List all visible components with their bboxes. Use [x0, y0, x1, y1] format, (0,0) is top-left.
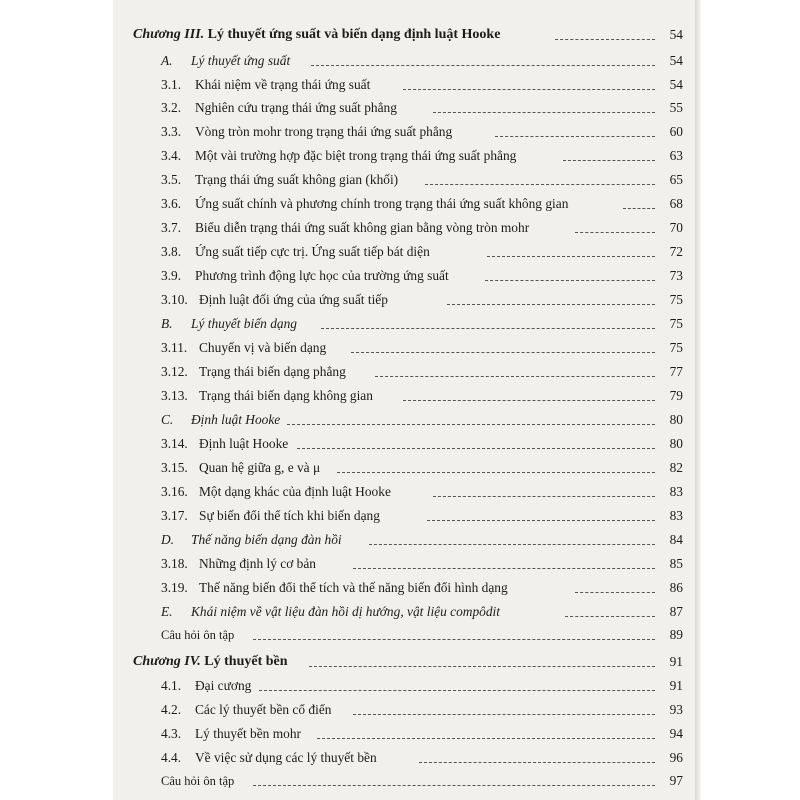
item-title: Một dạng khác của định luật Hooke [199, 484, 391, 499]
toc-item-3-9[interactable] [113, 265, 695, 287]
toc-review-4[interactable] [113, 770, 695, 792]
page-number: 79 [669, 388, 683, 403]
dot-leader [337, 472, 655, 473]
item-title: Ứng suất chính và phương chính trong trạng thái ứng suất không gian [195, 196, 569, 211]
toc-chapter-4[interactable] [113, 651, 695, 673]
item-title: Trạng thái ứng suất không gian (khối) [195, 172, 399, 187]
dot-leader [375, 376, 655, 377]
toc-item-3-4[interactable] [113, 145, 695, 167]
section-title: Định luật Hooke [191, 412, 281, 427]
section-title: Khái niệm về vật liệu đàn hồi dị hướng, vật liệu compôdit [191, 604, 500, 619]
dot-leader [259, 690, 655, 691]
dot-leader [419, 762, 655, 763]
page-number: 75 [669, 292, 683, 307]
toc-review-3[interactable] [113, 624, 695, 646]
page-number: 54 [669, 77, 683, 92]
dot-leader [351, 352, 655, 353]
item-number: 3.17. [161, 508, 188, 523]
toc-section-e[interactable] [113, 601, 695, 623]
toc-item-3-8[interactable] [113, 241, 695, 263]
item-title: Nghiên cứu trạng thái ứng suất phẳng [195, 100, 397, 115]
dot-leader [433, 112, 655, 113]
page-number: 86 [669, 580, 683, 595]
page-number: 93 [669, 702, 683, 717]
toc-item-4-1[interactable] [113, 675, 695, 697]
section-number: E. [161, 604, 173, 619]
item-number: 3.6. [161, 196, 182, 211]
item-title: Các lý thuyết bền cổ điển [195, 702, 332, 717]
item-number: 3.7. [161, 220, 182, 235]
dot-leader [253, 639, 655, 640]
toc-section-d[interactable] [113, 529, 695, 551]
item-number: 3.12. [161, 364, 188, 379]
item-title: Thế năng biến đổi thể tích và thế năng biến đổi hình dạng [199, 580, 508, 595]
dot-leader [485, 280, 655, 281]
item-title: Sự biến đổi thể tích khi biến dạng [199, 508, 380, 523]
item-number: 3.18. [161, 556, 188, 571]
page-number: 83 [669, 508, 683, 523]
item-title: Chuyển vị và biến dạng [199, 340, 327, 355]
chapter-title: Lý thuyết bền [204, 654, 288, 669]
item-number: 3.3. [161, 124, 182, 139]
dot-leader [425, 184, 655, 185]
toc-item-3-2[interactable] [113, 97, 695, 119]
toc-item-3-15[interactable] [113, 457, 695, 479]
page-number: 83 [669, 484, 683, 499]
toc-item-3-18[interactable] [113, 553, 695, 575]
page-number: 75 [669, 340, 683, 355]
toc-item-3-16[interactable] [113, 481, 695, 503]
section-title: Thế năng biến dạng đàn hồi [191, 532, 342, 547]
page-number: 54 [669, 27, 683, 42]
section-number: D. [161, 532, 175, 547]
page-number: 55 [669, 100, 683, 115]
dot-leader [321, 328, 655, 329]
item-number: 4.3. [161, 726, 182, 741]
item-title: Quan hệ giữa g, e và μ [199, 460, 321, 475]
page-number: 85 [669, 556, 683, 571]
item-title: Biểu diễn trạng thái ứng suất không gian bằng vòng tròn mohr [195, 220, 530, 235]
item-number: 3.9. [161, 268, 182, 283]
toc-section-b[interactable] [113, 313, 695, 335]
toc-item-3-19[interactable] [113, 577, 695, 599]
toc-item-3-10[interactable] [113, 289, 695, 311]
dot-leader [403, 400, 655, 401]
item-title: Phương trình động lực học của trường ứng suất [195, 268, 449, 283]
dot-leader [353, 714, 655, 715]
toc-item-4-2[interactable] [113, 699, 695, 721]
toc-section-c[interactable] [113, 409, 695, 431]
toc-item-3-3[interactable] [113, 121, 695, 143]
dot-leader [565, 616, 655, 617]
toc-item-3-1[interactable] [113, 74, 695, 96]
item-title: Định luật Hooke [199, 436, 289, 451]
page-number: 75 [669, 316, 683, 331]
section-number: C. [161, 412, 174, 427]
dot-leader [433, 496, 655, 497]
dot-leader [575, 232, 655, 233]
item-title: Một vài trường hợp đặc biệt trong trạng thái ứng suất phẳng [195, 148, 517, 163]
toc-item-3-12[interactable] [113, 361, 695, 383]
item-number: 3.1. [161, 77, 182, 92]
item-number: 3.11. [161, 340, 188, 355]
item-title: Những định lý cơ bản [199, 556, 316, 571]
item-number: 4.2. [161, 702, 182, 717]
toc-section-a[interactable] [113, 50, 695, 72]
page-number: 63 [669, 148, 683, 163]
section-title: Lý thuyết ứng suất [191, 53, 291, 68]
dot-leader [487, 256, 655, 257]
toc-item-3-5[interactable] [113, 169, 695, 191]
item-title: Trạng thái biến dạng không gian [199, 388, 373, 403]
item-title: Khái niệm về trạng thái ứng suất [195, 77, 371, 92]
page-number: 97 [669, 773, 683, 788]
item-number: 3.10. [161, 292, 188, 307]
item-number: 3.5. [161, 172, 182, 187]
item-number: 3.19. [161, 580, 188, 595]
page-number: 91 [669, 654, 683, 669]
dot-leader [317, 738, 655, 739]
toc-item-3-14[interactable] [113, 433, 695, 455]
page-number: 94 [669, 726, 683, 741]
toc-item-4-3[interactable] [113, 723, 695, 745]
item-title: Định luật đối ứng của ứng suất tiếp [199, 292, 388, 307]
review-title: Câu hỏi ôn tập [161, 628, 235, 642]
item-number: 4.4. [161, 750, 182, 765]
toc-item-3-7[interactable] [113, 217, 695, 239]
toc-chapter-3[interactable] [113, 24, 695, 46]
item-number: 3.8. [161, 244, 182, 259]
page-number: 80 [669, 412, 683, 427]
section-title: Lý thuyết biến dạng [191, 316, 297, 331]
chapter-label: Chương IV. [133, 654, 201, 669]
page-number: 82 [669, 460, 683, 475]
dot-leader [309, 666, 655, 667]
dot-leader [287, 424, 655, 425]
chapter-label: Chương III. [133, 27, 205, 42]
chapter-title: Lý thuyết ứng suất và biến dạng định luật Hooke [207, 27, 501, 42]
page-number: 72 [669, 244, 683, 259]
dot-leader [369, 544, 655, 545]
review-title: Câu hỏi ôn tập [161, 774, 235, 788]
page-number: 60 [669, 124, 683, 139]
page-number: 70 [669, 220, 683, 235]
dot-leader [447, 304, 655, 305]
dot-leader [253, 785, 655, 786]
item-title: Vòng tròn mohr trong trạng thái ứng suất phẳng [195, 124, 453, 139]
item-number: 3.4. [161, 148, 182, 163]
page-edge [695, 0, 701, 800]
dot-leader [353, 568, 655, 569]
dot-leader [297, 448, 655, 449]
dot-leader [575, 592, 655, 593]
dot-leader [563, 160, 655, 161]
chapter-heading [133, 651, 288, 673]
item-title: Trạng thái biến dạng phẳng [199, 364, 346, 379]
page-number: 87 [669, 604, 683, 619]
item-number: 3.16. [161, 484, 188, 499]
toc-item-4-4[interactable] [113, 747, 695, 769]
dot-leader [403, 89, 655, 90]
toc-item-3-13[interactable] [113, 385, 695, 407]
item-number: 3.2. [161, 100, 182, 115]
item-number: 3.15. [161, 460, 188, 475]
book-page [113, 0, 695, 800]
page-number: 96 [669, 750, 683, 765]
toc-item-3-11[interactable] [113, 337, 695, 359]
page-number: 73 [669, 268, 683, 283]
section-number: A. [161, 53, 173, 68]
page-number: 77 [669, 364, 683, 379]
dot-leader [555, 39, 655, 40]
item-number: 3.14. [161, 436, 188, 451]
item-title: Ứng suất tiếp cực trị. Ứng suất tiếp bát diện [195, 244, 430, 259]
toc-item-3-17[interactable] [113, 505, 695, 527]
item-title: Đại cương [195, 678, 252, 693]
item-title: Lý thuyết bền mohr [195, 726, 301, 741]
dot-leader [623, 208, 655, 209]
dot-leader [311, 65, 655, 66]
page-number: 89 [669, 627, 683, 642]
dot-leader [427, 520, 655, 521]
toc-item-3-6[interactable] [113, 193, 695, 215]
page-number: 84 [669, 532, 683, 547]
page-number: 91 [669, 678, 683, 693]
section-number: B. [161, 316, 173, 331]
page-number: 54 [669, 53, 683, 68]
page-number: 68 [669, 196, 683, 211]
chapter-heading [133, 24, 500, 46]
item-number: 3.13. [161, 388, 188, 403]
page-number: 65 [669, 172, 683, 187]
dot-leader [495, 136, 655, 137]
item-title: Về việc sử dụng các lý thuyết bền [195, 750, 377, 765]
page-number: 80 [669, 436, 683, 451]
item-number: 4.1. [161, 678, 182, 693]
